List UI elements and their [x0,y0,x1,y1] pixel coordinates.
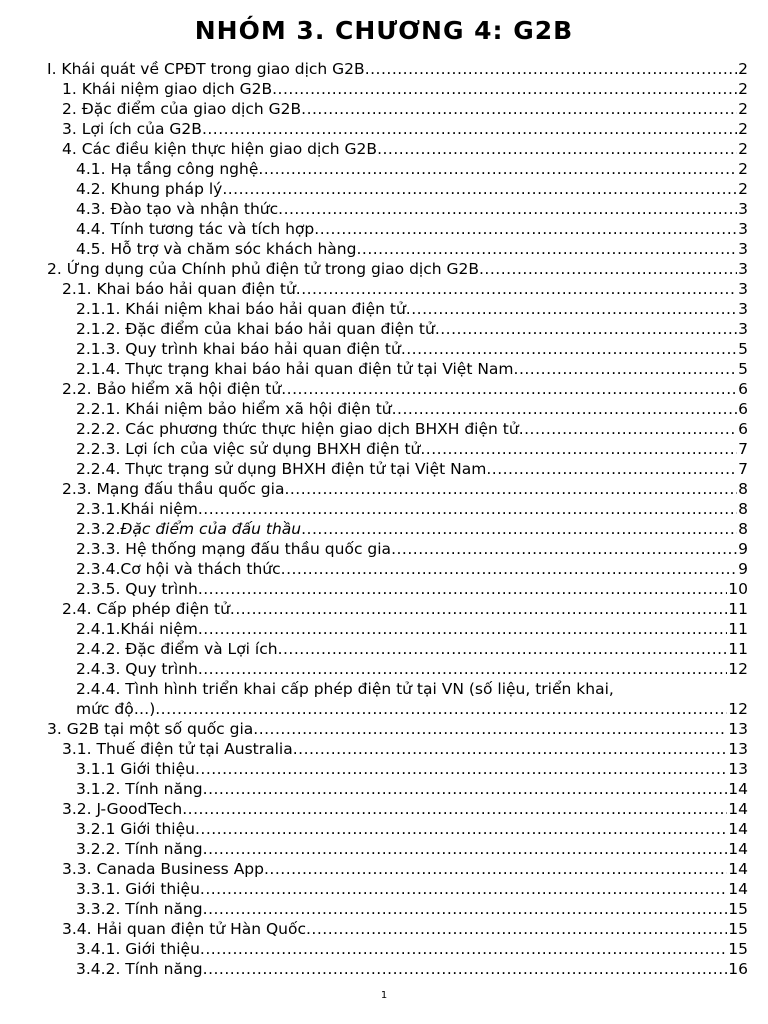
toc-entry-label: 4.4. Tính tương tác và tích hợp [76,220,315,238]
toc-entry[interactable] [47,59,748,79]
toc-leader-dots [479,259,737,279]
toc-leader-dots [155,699,727,719]
toc-entry-page: 3 [738,300,748,318]
toc-entry[interactable] [76,339,748,359]
toc-leader-dots [198,659,727,679]
toc-leader-dots [200,879,727,899]
toc-entry-label: 3. Lợi ích của G2B [62,120,202,138]
toc-entry-label: 2.1.3. Quy trình khai báo hải quan điện tử [76,340,401,358]
toc-leader-dots [296,279,737,299]
toc-entry-label: 2. Đặc điểm của giao dịch G2B [62,100,302,118]
toc-entry-page: 2 [738,140,748,158]
toc-entry[interactable] [62,599,748,619]
toc-entry-page: 15 [728,900,748,918]
toc-leader-dots [377,139,737,159]
toc-leader-dots [264,859,727,879]
toc-entry-line1[interactable] [76,679,748,699]
toc-entry-label: 4.2. Khung pháp lý [76,180,223,198]
toc-leader-dots [222,179,737,199]
toc-entry[interactable] [76,639,748,659]
toc-entry-label: 4.5. Hỗ trợ và chăm sóc khách hàng [76,240,357,258]
toc-entry-page: 8 [738,500,748,518]
toc-entry-label: 2.3.4.Cơ hội và thách thức [76,560,281,578]
toc-entry-page: 13 [728,720,748,738]
toc-entry-page: 2 [738,100,748,118]
toc-entry-label: 3.3. Canada Business App [62,860,264,878]
toc-entry-label: 2.4. Cấp phép điện tử [62,600,230,618]
toc-entry-label: 3.4.2. Tính năng [76,960,203,978]
toc-entry-page: 2 [738,160,748,178]
toc-entry-page: 11 [728,600,748,618]
toc-leader-dots [195,819,727,839]
toc-leader-dots [306,919,727,939]
toc-entry[interactable] [62,919,748,939]
toc-entry-label: 3.2.1 Giới thiệu [76,820,195,838]
toc-leader-dots [406,299,737,319]
toc-entry-label: 2.4.2. Đặc điểm và Lợi ích [76,640,278,658]
toc-entry[interactable] [76,199,748,219]
toc-entry[interactable] [62,379,748,399]
toc-entry-label: 2.3. Mạng đấu thầu quốc gia [62,480,285,498]
toc-entry-label: 1. Khái niệm giao dịch G2B [62,80,273,98]
toc-leader-dots [200,939,727,959]
toc-leader-dots [278,639,728,659]
toc-entry[interactable] [62,279,748,299]
toc-entry-label: I. Khái quát về CPĐT trong giao dịch G2B [47,60,365,78]
toc-leader-dots [258,159,737,179]
toc-entry[interactable] [76,299,748,319]
toc-leader-dots [203,779,728,799]
toc-leader-dots [301,99,737,119]
toc-leader-dots [392,399,738,419]
toc-entry[interactable] [76,939,748,959]
toc-leader-dots [182,799,727,819]
toc-entry[interactable] [76,879,748,899]
toc-entry[interactable] [62,119,748,139]
toc-entry-label: 2.2.4. Thực trạng sử dụng BHXH điện tử tại Việt Nam [76,460,487,478]
toc-leader-dots [198,499,737,519]
toc-entry[interactable] [76,179,748,199]
toc-entry-page: 2 [738,80,748,98]
toc-entry[interactable] [76,239,748,259]
toc-entry-page: 15 [728,940,748,958]
toc-entry-page: 5 [738,340,748,358]
toc-entry-label: 2.4.3. Quy trình [76,660,198,678]
toc-entry[interactable] [47,719,748,739]
toc-leader-dots [272,79,737,99]
toc-entry-label-line1: 2.4.4. Tình hình triển khai cấp phép điện tử tại VN (số liệu, triển khai, [76,680,614,698]
toc-entry-label: 2. Ứng dụng của Chính phủ điện tử trong giao dịch G2B [47,260,479,278]
toc-entry[interactable] [62,739,748,759]
toc-entry[interactable] [76,959,748,979]
toc-entry[interactable] [76,159,748,179]
toc-leader-dots [284,479,737,499]
toc-entry[interactable] [76,439,748,459]
toc-entry-page: 11 [728,640,748,658]
toc-entry-page: 12 [728,660,748,678]
toc-leader-dots [278,199,737,219]
toc-leader-dots [198,619,727,639]
toc-entry-page: 8 [738,480,748,498]
toc-entry-page: 14 [728,880,748,898]
toc-entry[interactable] [62,799,748,819]
page-title: NHÓM 3. CHƯƠNG 4: G2B [194,16,574,45]
toc-entry-italic-label: Đặc điểm của đấu thầu [120,520,302,538]
toc-entry[interactable] [62,859,748,879]
toc-entry-label: 2.1.2. Đặc điểm của khai báo hải quan điện tử [76,320,435,338]
toc-entry-label: 4.1. Hạ tầng công nghệ [76,160,259,178]
toc-leader-dots [293,739,728,759]
toc-leader-dots [202,119,737,139]
toc-entry-label: 3.3.1. Giới thiệu [76,880,200,898]
toc-entry-page: 6 [738,420,748,438]
toc-entry-page: 14 [728,860,748,878]
toc-entry-label: 2.2.1. Khái niệm bảo hiểm xã hội điện tử [76,400,392,418]
toc-entry-page: 7 [738,460,748,478]
toc-entry[interactable] [76,759,748,779]
toc-entry[interactable] [76,539,748,559]
toc-entry-label: 3.4. Hải quan điện tử Hàn Quốc [62,920,306,938]
toc-entry-page: 14 [728,820,748,838]
toc-entry[interactable] [76,839,748,859]
toc-entry-label: 4. Các điều kiện thực hiện giao dịch G2B [62,140,378,158]
toc-entry-page: 14 [728,800,748,818]
toc-entry[interactable] [76,359,748,379]
toc-entry-label: 3.1.2. Tính năng [76,780,203,798]
toc-entry-label: 3.2.2. Tính năng [76,840,203,858]
toc-entry-page: 10 [728,580,748,598]
toc-leader-dots [514,359,738,379]
toc-entry-label: 3.3.2. Tính năng [76,900,203,918]
toc-entry-page: 3 [738,200,748,218]
toc-entry-label: 2.4.1.Khái niệm [76,620,198,638]
toc-leader-dots [314,219,737,239]
toc-entry-label: mức độ…) [76,700,156,718]
toc-entry-label: 3. G2B tại một số quốc gia [47,720,254,738]
toc-leader-dots [519,419,737,439]
toc-entry[interactable] [76,319,748,339]
toc-entry-page: 3 [738,260,748,278]
toc-entry-label: 3.1.1 Giới thiệu [76,760,195,778]
toc-leader-dots [356,239,737,259]
toc-entry[interactable] [76,399,748,419]
toc-entry[interactable] [62,99,748,119]
toc-leader-dots [435,319,737,339]
toc-entry-page: 5 [738,360,748,378]
toc-entry-page: 2 [738,180,748,198]
toc-entry-number: 2.3.2. [76,520,121,538]
toc-leader-dots [230,599,727,619]
toc-entry-label: 2.1.4. Thực trạng khai báo hải quan điện tử tại Việt Nam [76,360,514,378]
toc-entry[interactable] [76,419,748,439]
toc-leader-dots [401,339,737,359]
toc-entry-label: 2.1.1. Khái niệm khai báo hải quan điện tử [76,300,406,318]
toc-entry-label: 3.2. J-GoodTech [62,800,183,818]
toc-entry[interactable] [76,579,748,599]
toc-entry-page: 6 [738,380,748,398]
toc-entry[interactable] [76,699,748,719]
toc-entry[interactable] [76,559,748,579]
toc-entry-page: 14 [728,840,748,858]
toc-entry-page: 3 [738,220,748,238]
page-number: 1 [380,990,388,1001]
toc-entry-page: 13 [728,740,748,758]
toc-entry-page: 13 [728,760,748,778]
toc-entry[interactable] [76,899,748,919]
toc-entry[interactable] [76,619,748,639]
toc-entry-label: 2.2. Bảo hiểm xã hội điện tử [62,380,282,398]
toc-entry-page: 9 [738,540,748,558]
toc-entry-page: 11 [728,620,748,638]
toc-leader-dots [486,459,737,479]
toc-entry-page: 3 [738,240,748,258]
toc-entry[interactable] [76,659,748,679]
toc-leader-dots [301,519,737,539]
toc-leader-dots [198,579,727,599]
toc-entry-page: 2 [738,60,748,78]
toc-leader-dots [203,959,728,979]
toc-entry[interactable] [47,259,748,279]
toc-entry-page: 7 [738,440,748,458]
toc-entry-page: 12 [728,700,748,718]
toc-entry-page: 2 [738,120,748,138]
toc-leader-dots [281,559,737,579]
toc-entry-label: 2.3.5. Quy trình [76,580,198,598]
toc-leader-dots [203,899,728,919]
toc-leader-dots [281,379,737,399]
toc-leader-dots [203,839,728,859]
toc-entry-label: 2.3.1.Khái niệm [76,500,198,518]
toc-leader-dots [253,719,727,739]
toc-entry-page: 16 [728,960,748,978]
toc-entry-label: 2.2.2. Các phương thức thực hiện giao dịch BHXH điện tử [76,420,519,438]
toc-entry[interactable] [62,79,748,99]
toc-entry-page: 8 [738,520,748,538]
toc-entry[interactable] [62,479,748,499]
toc-entry-page: 3 [738,280,748,298]
toc-entry-label: 4.3. Đào tạo và nhận thức [76,200,279,218]
toc-entry-label [76,519,301,539]
toc-leader-dots [391,539,737,559]
toc-entry[interactable] [76,499,748,519]
toc-entry[interactable] [76,819,748,839]
toc-entry-label: 2.3.3. Hệ thống mạng đấu thầu quốc gia [76,540,392,558]
toc-entry-page: 6 [738,400,748,418]
toc-leader-dots [365,59,737,79]
toc-entry-label: 2.2.3. Lợi ích của việc sử dụng BHXH điện tử [76,440,421,458]
toc-entry-page: 14 [728,780,748,798]
toc-entry[interactable] [76,459,748,479]
toc-entry-page: 3 [738,320,748,338]
toc-entry-label: 3.4.1. Giới thiệu [76,940,200,958]
toc-entry[interactable] [76,519,748,539]
toc-entry[interactable] [62,139,748,159]
toc-entry[interactable] [76,219,748,239]
toc-entry-label: 2.1. Khai báo hải quan điện tử [62,280,296,298]
toc-leader-dots [195,759,727,779]
toc-entry-page: 15 [728,920,748,938]
toc-entry-label: 3.1. Thuế điện tử tại Australia [62,740,293,758]
toc-entry-page: 9 [738,560,748,578]
toc-leader-dots [420,439,737,459]
toc-entry[interactable] [76,779,748,799]
